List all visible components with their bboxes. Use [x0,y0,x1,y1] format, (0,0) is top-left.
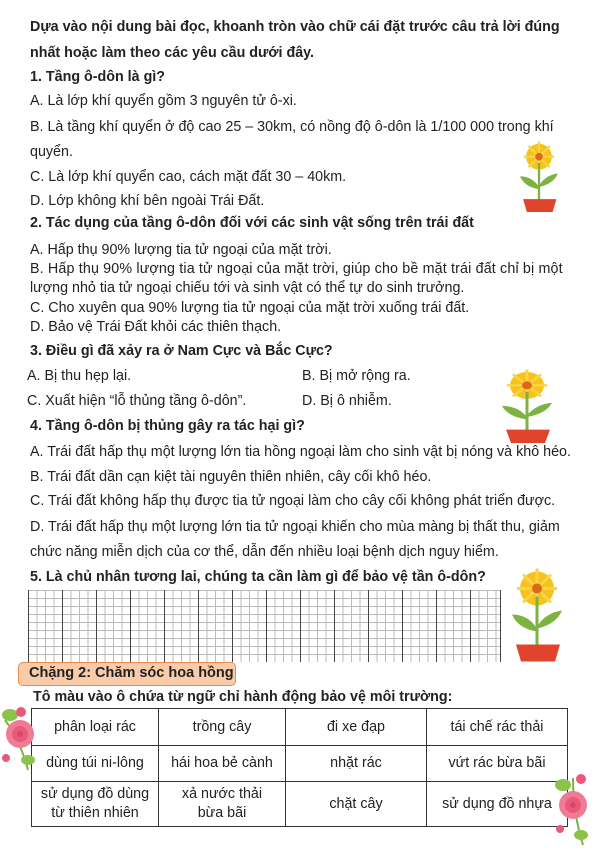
q4-option-d-cont: chức năng miễn dịch của cơ thể, dẫn đến nhiều loại bệnh dịch nguy hiểm. [30,544,499,560]
table-cell[interactable]: phân loại rác [32,709,159,746]
q2-option-c[interactable]: C. Cho xuyên qua 90% lượng tia tử ngoại của mặt trời xuống trái đất. [30,300,470,316]
q4-option-d[interactable]: D. Trái đất hấp thụ một lượng lớn tia tử ngoại khiến cho mùa màng bị thất thu, giảm [30,519,560,535]
q2-option-d[interactable]: D. Bảo vệ Trái Đất khỏi các thiên thạch. [30,319,282,335]
q4-option-a[interactable]: A. Trái đất hấp thụ một lượng lớn tia hồng ngoại làm cho sinh vật bị nóng và khô héo. [30,444,571,460]
table-cell[interactable]: đi xe đạp [286,709,427,746]
table-cell[interactable]: tái chế rác thải [427,709,568,746]
rose-icon [553,773,593,848]
table-cell[interactable]: chặt cây [286,782,427,827]
sunflower-pot-icon [515,140,563,212]
rose-icon [0,700,40,775]
activity-table [31,708,568,827]
sunflower-pot-icon [506,566,568,662]
table-row [32,746,568,782]
q2-option-b[interactable]: B. Hấp thụ 90% lượng tia tử ngoại của mặt trời, giúp cho bề mặt trái đất chỉ bị một [30,261,563,277]
table-cell[interactable]: trồng cây [159,709,286,746]
table-row [32,782,568,827]
stage-2-banner [18,662,236,686]
stage-2-title: Chặng 2: Chăm sóc hoa hồng [29,665,234,681]
question-5-title: 5. Là chủ nhân tương lai, chúng ta cần làm gì để bảo vệ tần ô-dôn? [30,569,486,585]
table-cell[interactable]: nhặt rác [286,746,427,782]
q4-option-c[interactable]: C. Trái đất không hấp thụ được tia tử ngoại làm cho cây cối không phát triển được. [30,493,556,509]
table-cell[interactable]: hái hoa bẻ cành [159,746,286,782]
q2-option-a[interactable]: A. Hấp thụ 90% lượng tia tử ngoại của mặt trời. [30,242,332,258]
q3-option-c[interactable]: C. Xuất hiện “lỗ thủng tầng ô-dôn”. [27,393,247,409]
q2-option-b-cont: lượng nhỏ tia tử ngoại chiếu tới và sinh vật có thể tự do sinh trưởng. [30,280,465,296]
table-cell[interactable]: dùng túi ni-lông [32,746,159,782]
q1-option-b[interactable]: B. Là tầng khí quyển ở độ cao 25 – 30km, có nồng độ ô-dôn là 1/100 000 trong khí [30,119,554,135]
q3-option-a[interactable]: A. Bị thu hẹp lại. [27,368,132,384]
q3-option-d[interactable]: D. Bị ô nhiễm. [302,393,392,409]
q3-option-b[interactable]: B. Bị mở rộng ra. [302,368,411,384]
stage-2-instruction: Tô màu vào ô chứa từ ngữ chỉ hành động bảo vệ môi trường: [33,689,453,705]
q1-option-a[interactable]: A. Là lớp khí quyển gồm 3 nguyên tử ô-xi. [30,93,297,109]
q1-option-c[interactable]: C. Là lớp khí quyển cao, cách mặt đất 30 – 40km. [30,169,347,185]
table-cell[interactable]: xả nước thải bừa bãi [159,782,286,827]
q1-option-d[interactable]: D. Lớp không khí bên ngoài Trái Đất. [30,193,265,209]
q1-option-b-cont: quyển. [30,144,73,160]
sunflower-pot-icon [496,368,558,443]
table-cell[interactable]: vứt rác bừa bãi [427,746,568,782]
intro-line-1: Dựa vào nội dung bài đọc, khoanh tròn vào chữ cái đặt trước câu trả lời đúng [30,19,560,35]
question-2-title: 2. Tác dụng của tầng ô-dôn đối với các sinh vật sống trên trái đất [30,215,474,231]
question-4-title: 4. Tầng ô-dôn bị thủng gây ra tác hại gì? [30,418,305,434]
table-row [32,709,568,746]
table-cell[interactable]: sử dụng đồ dùng từ thiên nhiên [32,782,159,827]
question-1-title: 1. Tầng ô-dôn là gì? [30,69,166,85]
table-cell[interactable]: sử dụng đồ nhựa [427,782,568,827]
q4-option-b[interactable]: B. Trái đất dần cạn kiệt tài nguyên thiên nhiên, cây cối khô héo. [30,469,432,485]
question-3-title: 3. Điều gì đã xảy ra ở Nam Cực và Bắc Cực? [30,343,333,359]
answer-writing-grid[interactable] [28,590,501,662]
intro-line-2: nhất hoặc làm theo các yêu cầu dưới đây. [30,45,315,61]
